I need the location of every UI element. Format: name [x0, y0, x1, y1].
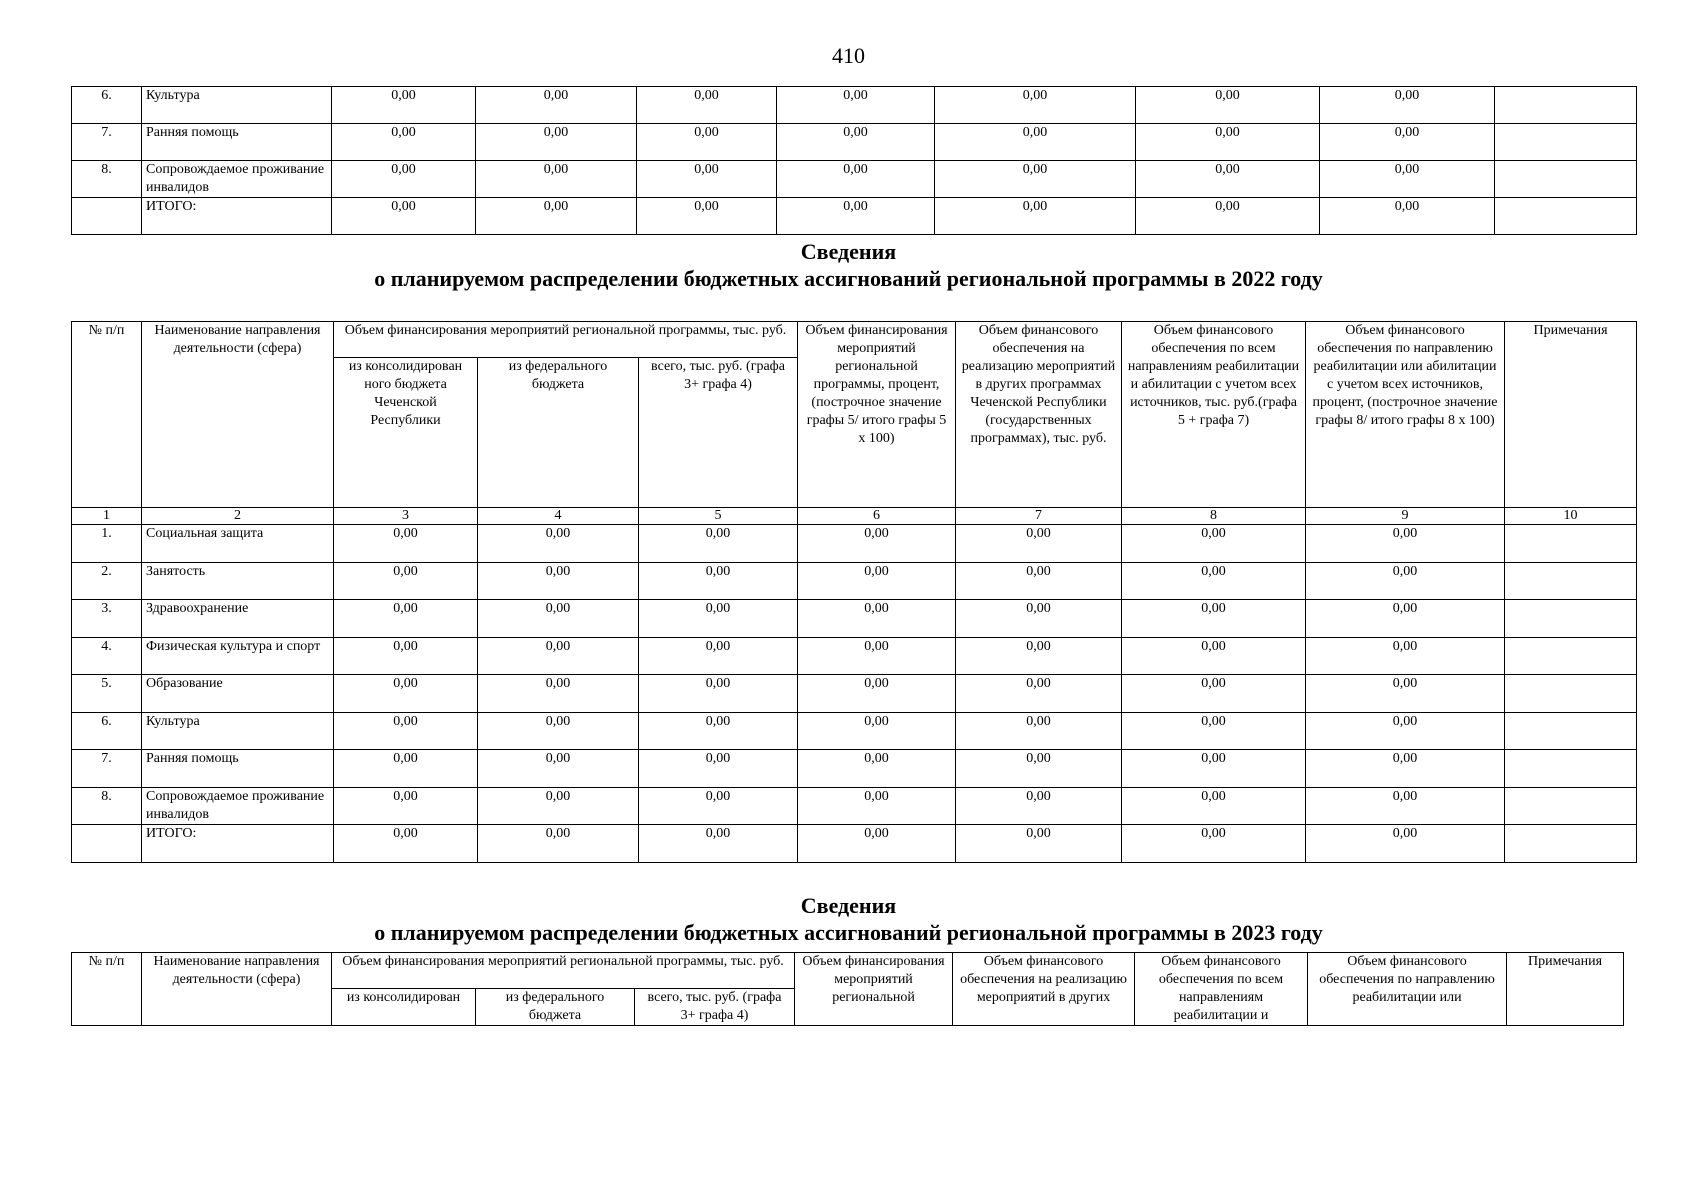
row-note — [1505, 675, 1637, 713]
row-value: 0,00 — [1136, 161, 1320, 198]
row-value: 0,00 — [798, 637, 956, 675]
header-num: № п/п — [72, 953, 142, 1026]
row-value: 0,00 — [639, 825, 798, 863]
total-row — [72, 825, 1637, 863]
row-note — [1495, 87, 1637, 124]
row-value: 0,00 — [639, 712, 798, 750]
row-number: 4. — [72, 637, 142, 675]
header-sub-total: всего, тыс. руб. (графа 3+ графа 4) — [639, 358, 798, 508]
row-value: 0,00 — [334, 525, 478, 563]
row-number: 5. — [72, 675, 142, 713]
row-value: 0,00 — [798, 750, 956, 788]
section-2022-heading-title: Сведения — [800, 239, 897, 264]
row-value: 0,00 — [1136, 124, 1320, 161]
header-col6: Объем финансирования мероприятий региональной — [795, 953, 953, 1026]
row-note — [1495, 198, 1637, 235]
row-number: 6. — [72, 712, 142, 750]
column-index-cell: 6 — [798, 508, 956, 525]
row-value: 0,00 — [798, 825, 956, 863]
continuation-table-body — [72, 87, 1637, 235]
table-row — [72, 525, 1637, 563]
column-index-cell: 2 — [142, 508, 334, 525]
row-value: 0,00 — [798, 787, 956, 825]
row-value: 0,00 — [1122, 787, 1306, 825]
row-value: 0,00 — [478, 825, 639, 863]
row-value: 0,00 — [1306, 600, 1505, 638]
total-row — [72, 198, 1637, 235]
row-value: 0,00 — [334, 825, 478, 863]
row-value: 0,00 — [637, 198, 777, 235]
row-value: 0,00 — [956, 600, 1122, 638]
header-notes: Примечания — [1505, 322, 1637, 508]
header-col8: Объем финансового обеспечения по всем направлениям реабилитации и абилитации с учетом всех источников, тыс. руб.(графа 5 + графа 7) — [1122, 322, 1306, 508]
row-value: 0,00 — [476, 161, 637, 198]
row-name: Культура — [142, 87, 332, 124]
row-name: Сопровождаемое проживание инвалидов — [142, 161, 332, 198]
row-number: 7. — [72, 750, 142, 788]
row-value: 0,00 — [478, 750, 639, 788]
section-2023-heading — [0, 892, 1697, 946]
row-value: 0,00 — [1122, 637, 1306, 675]
header-col7: Объем финансового обеспечения на реализацию мероприятий в других — [953, 953, 1135, 1026]
header-sub-consolidated: из консолидирован ного бюджета Чеченской Республики — [334, 358, 478, 508]
budget-table-2022-header — [72, 322, 1637, 508]
table-row — [72, 787, 1637, 825]
column-index-cell: 7 — [956, 508, 1122, 525]
table-row — [72, 87, 1637, 124]
row-name: Социальная защита — [142, 525, 334, 563]
header-notes: Примечания — [1507, 953, 1624, 1026]
row-value: 0,00 — [1136, 198, 1320, 235]
row-value: 0,00 — [639, 525, 798, 563]
row-number: 6. — [72, 87, 142, 124]
header-name: Наименование направления деятельности (сфера) — [142, 953, 332, 1026]
table-row — [72, 675, 1637, 713]
row-value: 0,00 — [334, 637, 478, 675]
header-funding-group: Объем финансирования мероприятий региональной программы, тыс. руб. — [332, 953, 795, 989]
row-value: 0,00 — [478, 600, 639, 638]
row-value: 0,00 — [476, 198, 637, 235]
row-value: 0,00 — [639, 637, 798, 675]
row-value: 0,00 — [334, 600, 478, 638]
row-value: 0,00 — [639, 787, 798, 825]
header-sub-federal: из федерального бюджета — [476, 989, 635, 1026]
row-value: 0,00 — [334, 750, 478, 788]
header-sub-total: всего, тыс. руб. (графа 3+ графа 4) — [635, 989, 795, 1026]
row-note — [1505, 712, 1637, 750]
row-value: 0,00 — [1122, 825, 1306, 863]
row-number — [72, 198, 142, 235]
header-col9: Объем финансового обеспечения по направлению реабилитации или — [1308, 953, 1507, 1026]
row-value: 0,00 — [476, 87, 637, 124]
section-2022-heading — [0, 238, 1697, 292]
column-index-cell: 3 — [334, 508, 478, 525]
row-value: 0,00 — [956, 562, 1122, 600]
row-value: 0,00 — [956, 750, 1122, 788]
column-index-cell: 5 — [639, 508, 798, 525]
column-index-row — [72, 508, 1637, 525]
row-name: Ранняя помощь — [142, 124, 332, 161]
row-value: 0,00 — [956, 787, 1122, 825]
table-row — [72, 562, 1637, 600]
row-number: 2. — [72, 562, 142, 600]
row-value: 0,00 — [332, 124, 476, 161]
row-note — [1505, 787, 1637, 825]
table-row — [72, 161, 1637, 198]
row-value: 0,00 — [1306, 525, 1505, 563]
row-value: 0,00 — [1122, 750, 1306, 788]
header-sub-federal: из федерального бюджета — [478, 358, 639, 508]
row-value: 0,00 — [332, 87, 476, 124]
row-value: 0,00 — [956, 675, 1122, 713]
row-value: 0,00 — [956, 825, 1122, 863]
row-value: 0,00 — [332, 161, 476, 198]
budget-table-2022-body — [72, 525, 1637, 863]
row-value: 0,00 — [1306, 712, 1505, 750]
row-value: 0,00 — [935, 87, 1136, 124]
continuation-table — [71, 86, 1637, 235]
row-value: 0,00 — [1306, 562, 1505, 600]
column-index — [72, 508, 1637, 525]
row-value: 0,00 — [956, 525, 1122, 563]
row-value: 0,00 — [637, 87, 777, 124]
header-col7: Объем финансового обеспечения на реализацию мероприятий в других программах Чеченской Республики (государственных программах), тыс. руб. — [956, 322, 1122, 508]
row-note — [1505, 637, 1637, 675]
row-value: 0,00 — [1320, 161, 1495, 198]
table-row — [72, 712, 1637, 750]
row-value: 0,00 — [1306, 750, 1505, 788]
row-value: 0,00 — [476, 124, 637, 161]
row-name: Занятость — [142, 562, 334, 600]
row-note — [1505, 600, 1637, 638]
row-value: 0,00 — [334, 675, 478, 713]
row-name: Ранняя помощь — [142, 750, 334, 788]
row-value: 0,00 — [798, 562, 956, 600]
budget-table-2023 — [71, 952, 1624, 1026]
row-value: 0,00 — [798, 675, 956, 713]
row-value: 0,00 — [1122, 712, 1306, 750]
table-row — [72, 750, 1637, 788]
row-value: 0,00 — [1320, 87, 1495, 124]
row-value: 0,00 — [1122, 562, 1306, 600]
row-value: 0,00 — [1306, 825, 1505, 863]
row-value: 0,00 — [777, 198, 935, 235]
row-name: Образование — [142, 675, 334, 713]
row-value: 0,00 — [1306, 675, 1505, 713]
row-value: 0,00 — [639, 562, 798, 600]
row-number: 7. — [72, 124, 142, 161]
row-name: Культура — [142, 712, 334, 750]
row-value: 0,00 — [478, 787, 639, 825]
row-name: Здравоохранение — [142, 600, 334, 638]
row-note — [1505, 562, 1637, 600]
header-col6: Объем финансирования мероприятий региональной программы, процент, (построчное значение графы 5/ итого графы 5 х 100) — [798, 322, 956, 508]
row-value: 0,00 — [798, 600, 956, 638]
section-2022-heading-subtitle: о планируемом распределении бюджетных ассигнований региональной программы в 2022 году — [374, 266, 1323, 291]
column-index-cell: 4 — [478, 508, 639, 525]
column-index-cell: 9 — [1306, 508, 1505, 525]
budget-table-2023-header — [72, 953, 1624, 1026]
row-name: ИТОГО: — [142, 825, 334, 863]
table-row — [72, 637, 1637, 675]
row-value: 0,00 — [1306, 637, 1505, 675]
column-index-cell: 8 — [1122, 508, 1306, 525]
row-value: 0,00 — [637, 161, 777, 198]
row-value: 0,00 — [639, 600, 798, 638]
page-number: 410 — [832, 43, 865, 68]
row-number: 8. — [72, 161, 142, 198]
row-value: 0,00 — [777, 87, 935, 124]
row-number: 3. — [72, 600, 142, 638]
row-value: 0,00 — [637, 124, 777, 161]
row-value: 0,00 — [1136, 87, 1320, 124]
row-value: 0,00 — [956, 637, 1122, 675]
column-index-cell: 10 — [1505, 508, 1637, 525]
row-value: 0,00 — [478, 637, 639, 675]
row-name: ИТОГО: — [142, 198, 332, 235]
header-funding-group: Объем финансирования мероприятий региональной программы, тыс. руб. — [334, 322, 798, 358]
row-value: 0,00 — [956, 712, 1122, 750]
row-value: 0,00 — [777, 161, 935, 198]
row-value: 0,00 — [777, 124, 935, 161]
section-2023-heading-subtitle: о планируемом распределении бюджетных ассигнований региональной программы в 2023 году — [374, 920, 1323, 945]
row-value: 0,00 — [332, 198, 476, 235]
row-value: 0,00 — [1320, 198, 1495, 235]
row-note — [1505, 525, 1637, 563]
row-name: Сопровождаемое проживание инвалидов — [142, 787, 334, 825]
row-value: 0,00 — [334, 562, 478, 600]
section-2023-heading-title: Сведения — [800, 893, 897, 918]
header-col8: Объем финансового обеспечения по всем направлениям реабилитации и — [1135, 953, 1308, 1026]
row-value: 0,00 — [334, 712, 478, 750]
budget-table-2022 — [71, 321, 1637, 863]
row-name: Физическая культура и спорт — [142, 637, 334, 675]
row-value: 0,00 — [798, 712, 956, 750]
row-value: 0,00 — [639, 750, 798, 788]
header-col9: Объем финансового обеспечения по направлению реабилитации или абилитации с учетом всех источников, процент, (построчное значение графы 8/ итого графы 8 х 100) — [1306, 322, 1505, 508]
row-number — [72, 825, 142, 863]
row-value: 0,00 — [935, 161, 1136, 198]
header-sub-consolidated: из консолидирован — [332, 989, 476, 1026]
row-value: 0,00 — [935, 198, 1136, 235]
row-number: 1. — [72, 525, 142, 563]
row-value: 0,00 — [478, 525, 639, 563]
table-row — [72, 124, 1637, 161]
header-name: Наименование направления деятельности (сфера) — [142, 322, 334, 508]
row-value: 0,00 — [478, 562, 639, 600]
row-value: 0,00 — [334, 787, 478, 825]
row-value: 0,00 — [935, 124, 1136, 161]
row-note — [1505, 825, 1637, 863]
row-value: 0,00 — [478, 675, 639, 713]
column-index-cell: 1 — [72, 508, 142, 525]
row-value: 0,00 — [1122, 600, 1306, 638]
row-value: 0,00 — [1122, 525, 1306, 563]
row-number: 8. — [72, 787, 142, 825]
row-value: 0,00 — [478, 712, 639, 750]
header-num: № п/п — [72, 322, 142, 508]
row-value: 0,00 — [1306, 787, 1505, 825]
row-value: 0,00 — [1122, 675, 1306, 713]
table-row — [72, 600, 1637, 638]
row-note — [1495, 124, 1637, 161]
row-note — [1495, 161, 1637, 198]
row-value: 0,00 — [1320, 124, 1495, 161]
row-note — [1505, 750, 1637, 788]
row-value: 0,00 — [798, 525, 956, 563]
row-value: 0,00 — [639, 675, 798, 713]
